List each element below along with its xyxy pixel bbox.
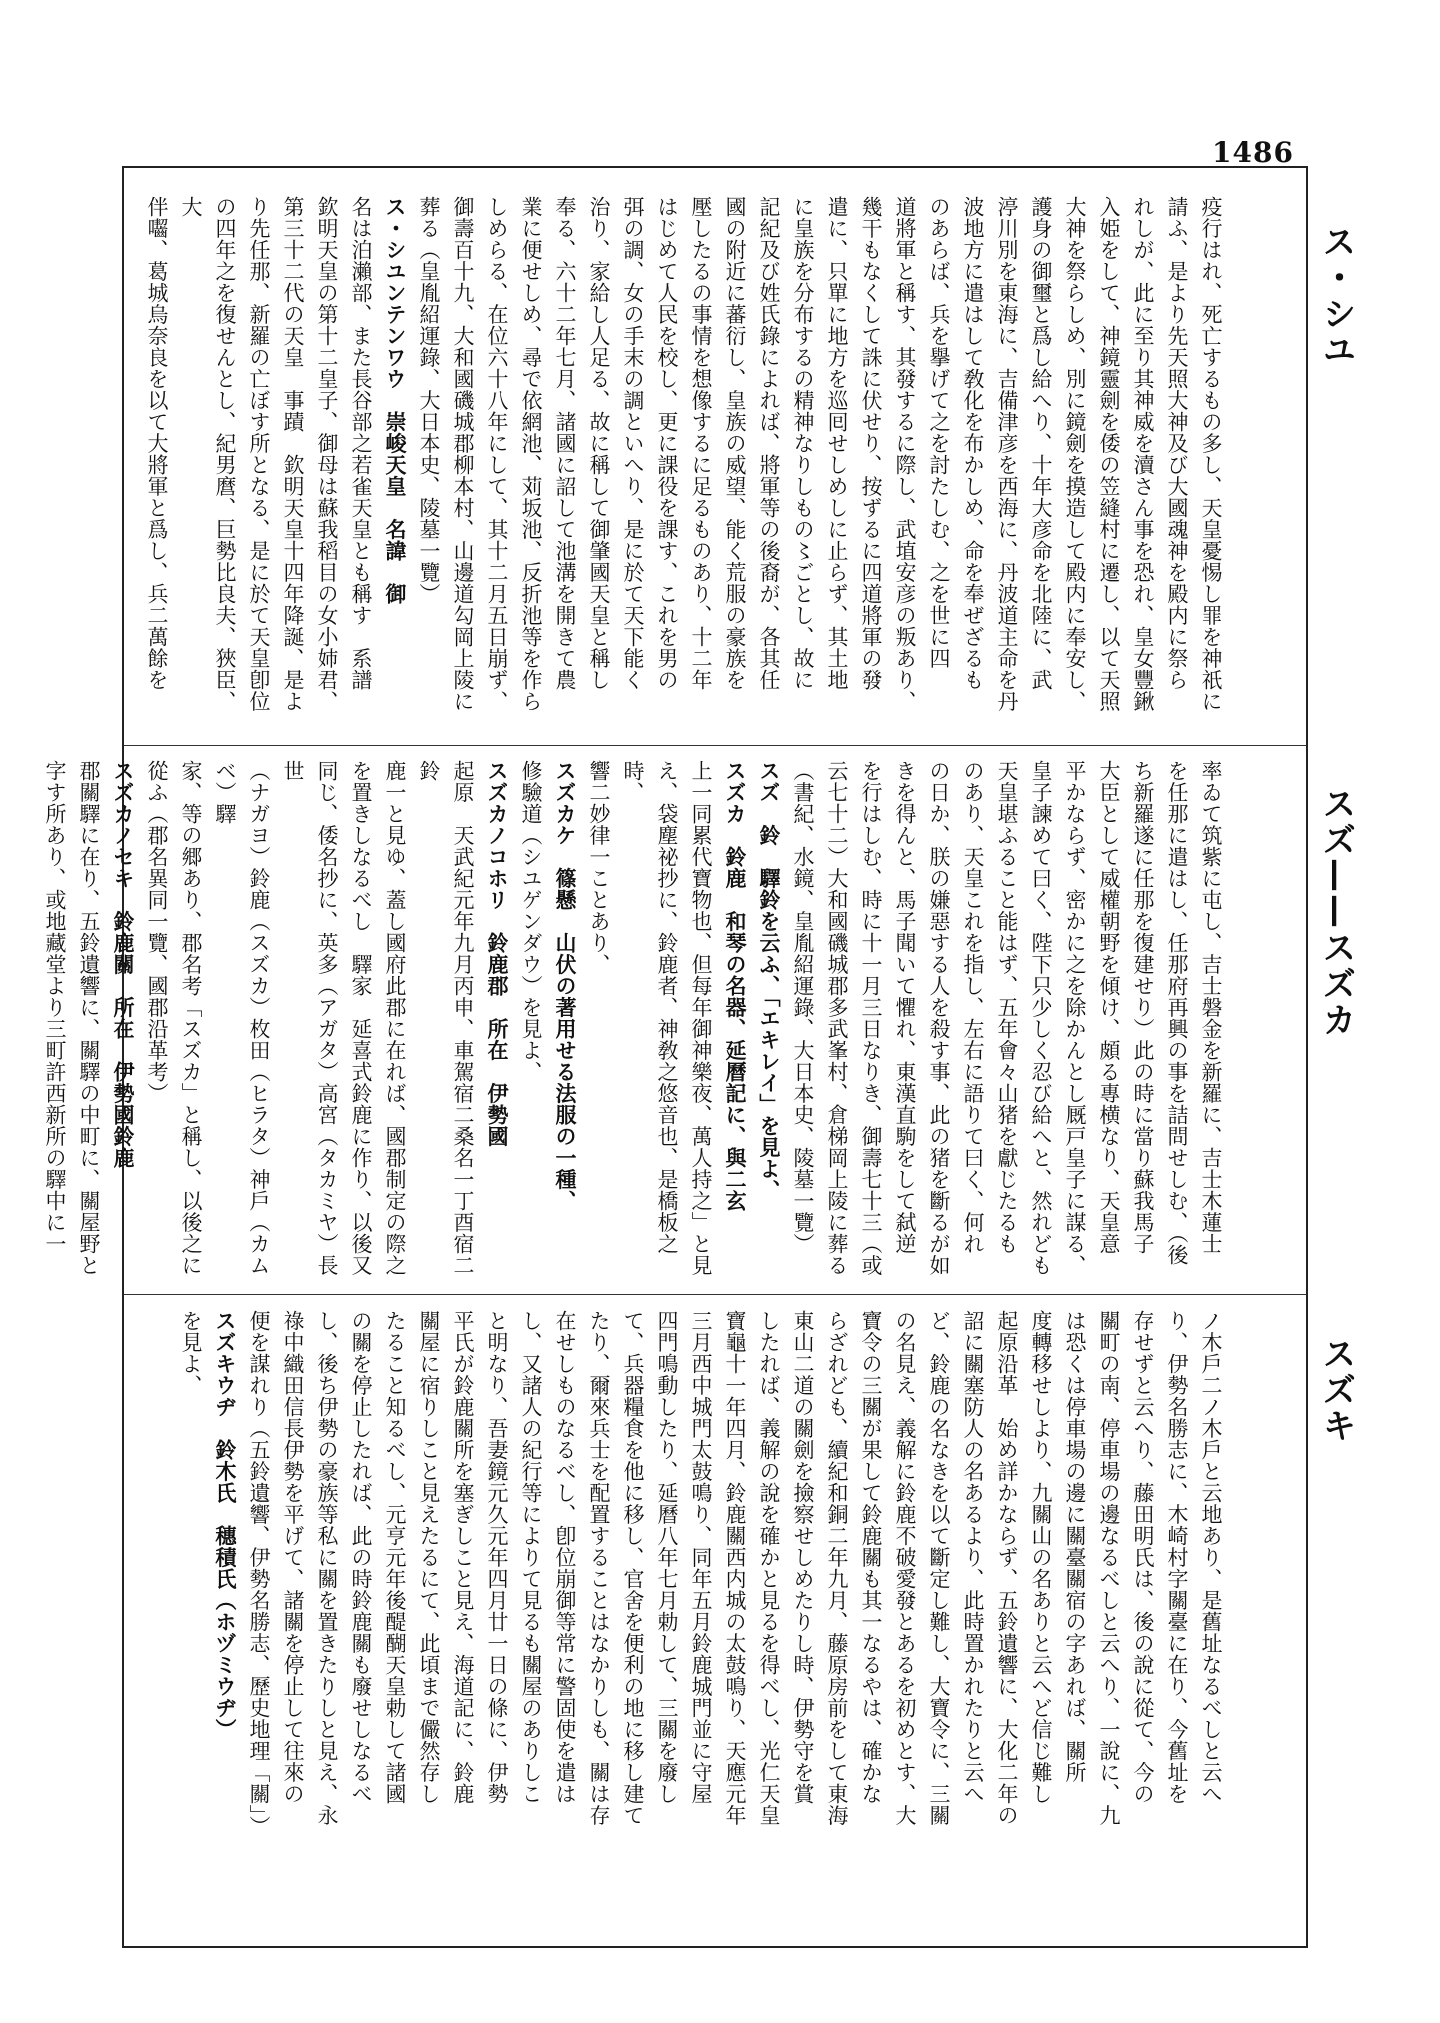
text-line: 名は泊瀨部、また長谷部之若雀天皇とも稱す 系譜 [349, 196, 373, 691]
text-line: 治り、家給し人足る、故に稱して御肇國天皇と稱し [587, 196, 611, 691]
text-line: 疫行はれ、死亡するもの多し、天皇憂惕し罪を神祇に [1199, 196, 1223, 712]
text-line: 寶龜十一年四月、鈴鹿關西内城の太鼓鳴り、天應元年 [723, 1310, 747, 1826]
text-line: （ナガヨ）鈴鹿（スズカ）枚田（ヒラタ）神戶（カムベ）驛 [213, 760, 271, 1276]
text-line: を見よ、 [179, 1310, 203, 1396]
text-line: 率ゐて筑紫に屯し、吉士磐金を新羅に、吉士木蓮士 [1199, 760, 1223, 1255]
text-line: 便を謀れり（五鈴遺響、伊勢名勝志、歷史地理「關」） [247, 1310, 271, 1837]
section-top-text [145, 196, 1228, 726]
text-line: の四年之を復せんとし、紀男麿、巨勢比良夫、狹臣、大 [179, 196, 237, 712]
text-line: 弭の調、女の手末の調といへり、是に於て天下能く [621, 196, 645, 691]
text-line: らざれども、續紀和銅二年九月、藤原房前をして東海 [825, 1310, 849, 1826]
text-line: 第三十二代の天皇 事蹟 欽明天皇十四年降誕、是よ [281, 196, 305, 712]
section-divider-bottom [124, 1294, 1306, 1295]
text-line: したれば、義解の說を確かと見るを得べし、光仁天皇 [757, 1310, 781, 1826]
text-line: ス・シユンテンワウ 崇峻天皇 名諱 御 [383, 196, 407, 605]
text-line: の名見え、義解に鈴鹿不破愛發とあるを初めとす、大 [893, 1310, 917, 1826]
text-line: れしが、此に至り其神威を瀆さん事を恐れ、皇女豐鍬 [1131, 196, 1155, 712]
text-line: を置きしなるべし 驛家 延喜式鈴鹿に作り、以後又 [349, 760, 373, 1276]
section-bottom-text [158, 1310, 1228, 1930]
text-line: し、後ち伊勢の豪族等私に關を置きたりしと見え、永 [315, 1310, 339, 1826]
text-line: を任那に遣はし、任那府再興の事を詰問せしむ、（後 [1165, 760, 1189, 1266]
text-line: 幾干もなくして誅に伏せり、按ずるに四道將軍の發 [859, 196, 883, 691]
text-line: 平かならず、密かに之を除かんとし厩戸皇子に謀る、 [1063, 760, 1087, 1276]
section-divider-top [124, 745, 1306, 746]
text-line: て、兵器糧食を他に移し、官舍を便利の地に移し建て [621, 1310, 645, 1826]
text-line: の日か、朕の嫌惡する人を殺す事、此の猪を斷るが如 [927, 760, 951, 1276]
text-line: のあり、天皇これを指し、左右に語りて曰く、何れ [961, 760, 985, 1255]
text-line: 云七十二）大和國磯城郡多武峯村、倉梯岡上陵に葬る [825, 760, 849, 1276]
text-line: 御壽百十九、大和國磯城郡柳本村、山邊道勾岡上陵に [451, 196, 475, 712]
text-line: スズカケ 篠懸 山伏の著用せる法服の一種、 [553, 760, 577, 1212]
text-line: 伴囓、葛城烏奈良を以て大將軍と爲し、兵二萬餘を [145, 196, 169, 691]
text-line: 大臣として威權朝野を傾け、頗る專横なり、天皇意 [1097, 760, 1121, 1255]
text-line: 記紀及び姓氏錄によれば、將軍等の後裔が、各其任 [757, 196, 781, 691]
text-line: 上一同累代寶物也、但每年御神樂夜、萬人持之」と見 [689, 760, 713, 1276]
text-line: 四門鳴動したり、延曆八年七月勅して、三關を廢し [655, 1310, 679, 1805]
text-line: 波地方に遣はして敎化を布かしめ、命を奉ぜざるも [961, 196, 985, 691]
text-line: スズカノコホリ 鈴鹿郡 所在 伊勢國 [485, 760, 509, 1147]
text-line: 入姫をして、神鏡靈劍を倭の笠縫村に遷し、以て天照 [1097, 196, 1121, 712]
text-line: 三月西中城門太鼓鳴り、同年五月鈴鹿城門並に守屋 [689, 1310, 713, 1805]
text-line: 業に便せしめ、尋で依網池、苅坂池、反折池等を作ら [519, 196, 543, 712]
text-line: たり、爾來兵士を配置することはなかりしも、關は存 [587, 1310, 611, 1826]
text-line: 祿中織田信長伊勢を平げて、諸關を停止して往來の [281, 1310, 305, 1805]
text-line: 從ふ（郡名異同一覽、國郡沿革考） [145, 760, 169, 1104]
text-line: 存せずと云へり、藤田明氏は、後の說に從て、今の [1131, 1310, 1155, 1805]
text-line: 天皇堪ふること能はず、五年會々山猪を獻じたるも [995, 760, 1019, 1255]
text-line: の關を停止したれば、此の時鈴鹿關も廢せしなるべ [349, 1310, 373, 1805]
text-line: 響二妙律一ことあり、 [587, 760, 611, 975]
text-line: 關屋に宿りしこと見えたるにて、此頃まで儼然存し [417, 1310, 441, 1805]
text-line: 詔に關塞防人の名あるより、此時置かれたりと云へ [961, 1310, 985, 1805]
text-line: 鹿一と見ゆ、蓋し國府此郡に在れば、國郡制定の際之 [383, 760, 407, 1276]
text-line: 家、等の郷あり、郡名考「スズカ」と稱し、以後之に [179, 760, 203, 1276]
text-line: しめらる、在位六十八年にして、其十二月五日崩ず、 [485, 196, 509, 712]
text-line: 皇子諫めて曰く、陛下只少しく忍び給へと、然れども [1029, 760, 1053, 1276]
text-line: 度轉移せしより、九關山の名ありと云へど信じ難し [1029, 1310, 1053, 1805]
text-line: し、又諸人の紀行等によりて見るも關屋のありしこ [519, 1310, 543, 1805]
text-line: ノ木戶二ノ木戶と云地あり、是舊址なるべしと云へ [1199, 1310, 1223, 1805]
section-middle-text [43, 760, 1228, 1280]
text-line: 平氏が鈴鹿關所を塞ぎしこと見え、海道記に、鈴鹿 [451, 1310, 475, 1805]
text-line: はじめて人民を校し、更に課役を課す、これを男の [655, 196, 679, 691]
text-line: り、伊勢名勝志に、木崎村字關臺に在り、今舊址を [1165, 1310, 1189, 1805]
heading-bottom: スズキ [1316, 1336, 1356, 1444]
heading-middle: スズ——スズカ [1316, 786, 1356, 1038]
text-line: スズ 鈴 驛鈴を云ふ、「エキレイ」を見よ、 [757, 760, 781, 1201]
text-line: 同じ、倭名抄に、英多（アガタ）高宮（タカミヤ）長世 [281, 760, 339, 1276]
text-line: 奉る、六十二年七月、諸國に詔して池溝を開きて農 [553, 196, 577, 691]
text-line: 道將軍と稱す、其發するに際し、武埴安彦の叛あり、 [893, 196, 917, 712]
text-line: と明なり、吾妻鏡元久元年四月廿一日の條に、伊勢 [485, 1310, 509, 1805]
text-line: 寶令の三關が果して鈴鹿關も其一なるやは、確かな [859, 1310, 883, 1805]
text-line: 大神を祭らしめ、別に鏡劍を摸造して殿内に奉安し、 [1063, 196, 1087, 712]
text-line: 修驗道（シユゲンダウ）を見よ、 [519, 760, 543, 1083]
text-line: を行はしむ、時に十一月三日なりき、御壽七十三（或 [859, 760, 883, 1276]
text-line: スズカ 鈴鹿 和琴の名器、延曆記に、與二玄 [723, 760, 747, 1212]
text-line: 渟川別を東海に、吉備津彦を西海に、丹波道主命を丹 [995, 196, 1019, 712]
text-line: のあらば、兵を擧げて之を討たしむ、之を世に四 [927, 196, 951, 669]
text-line: 遣に、只單に地方を巡囘せしめしに止らず、其土地 [825, 196, 849, 691]
text-line: 在せしものなるべし、卽位崩御等常に警固使を遣は [553, 1310, 577, 1805]
text-line: 郡關驛に在り、五鈴遺響に、關驛の中町に、關屋野と [77, 760, 101, 1276]
text-line: （書紀、水鏡、皇胤紹運錄、大日本史、陵墓一覽） [791, 760, 815, 1255]
text-line: スズキウヂ 鈴木氏 穗積氏（ホヅミウヂ） [213, 1310, 237, 1740]
page-number: 1486 [1212, 136, 1294, 169]
text-line: ち新羅遂に任那を復建せり）此の時に當り蘇我馬子 [1131, 760, 1155, 1255]
text-line: 起原沿革 始め詳かならず、五鈴遺響に、大化二年の [995, 1310, 1019, 1826]
text-line: 葬る（皇胤紹運錄、大日本史、陵墓一覽） [417, 196, 441, 605]
text-line: たること知るべし、元亨元年後醍醐天皇勅して諸國 [383, 1310, 407, 1805]
text-line: 壓したるの事情を想像するに足るものあり、十二年 [689, 196, 713, 691]
text-line: り先任那、新羅の亡ぼす所となる、是に於て天皇卽位 [247, 196, 271, 712]
text-line: に皇族を分布するの精神なりしもの〻ごとし、故に [791, 196, 815, 691]
text-line: 關町の南、停車場の邊なるべしと云へり、一說に、九 [1097, 1310, 1121, 1826]
text-line: 護身の御璽と爲し給へり、十年大彦命を北陸に、武 [1029, 196, 1053, 691]
text-line: 字す所あり、或地藏堂より三町許西新所の驛中に一 [43, 760, 67, 1255]
text-line: 國の附近に蕃衍し、皇族の威望、能く荒服の豪族を [723, 196, 747, 691]
text-line: 東山二道の關劍を撿察せしめたりし時、伊勢守を賞 [791, 1310, 815, 1805]
text-line: は恐くは停車場の邊に關臺關宿の字あれば、關所 [1063, 1310, 1087, 1783]
text-line: 起原 天武紀元年九月丙申、車駕宿二桑名一丁酉宿二鈴 [417, 760, 475, 1276]
page-frame [43, 166, 1308, 1948]
text-line: ど、鈴鹿の名なきを以て斷定し難し、大寶令に、三關 [927, 1310, 951, 1826]
text-line: きを得んと、馬子聞いて懼れ、東漢直駒をして弑逆 [893, 760, 917, 1255]
heading-top: ス・シユ [1316, 224, 1356, 368]
text-line: 欽明天皇の第十二皇子、御母は蘇我稻目の女小姉君、 [315, 196, 339, 712]
text-line: スズカノセキ 鈴鹿關 所在 伊勢國鈴鹿 [111, 760, 135, 1169]
text-line: 請ふ、是より先天照大神及び大國魂神を殿内に祭ら [1165, 196, 1189, 691]
text-line: え、袋塵祕抄に、鈴鹿者、神敎之悠音也、是橋板之時、 [621, 760, 679, 1255]
